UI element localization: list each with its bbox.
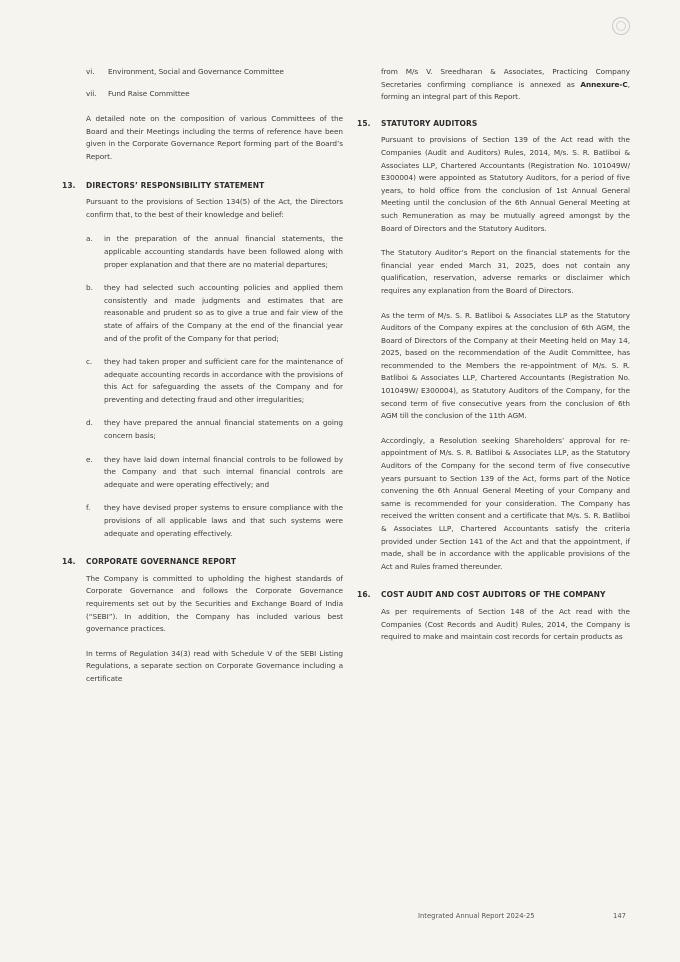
paragraph: The Company is committed to upholding the highest standards of Corporate Governance and follows the Corporate Governance requirements set out by the Securities and Exchange Board of India (“SEBI”). In addition, the Company has included various best governance practices.: [86, 573, 343, 634]
paragraph: Accordingly, a Resolution seeking Shareholders’ approval for re-appointment of M/s. S. R. Batliboi & Associates LLP, as the Statutory Auditors of the Company for the second term of five consecutive years pursuant to Section 139 of the Act, forms part of the Notice convening the 6th Annual General Meeting of your Company and same is recommended for your consideration. The Company has received the written consent and a certificate that M/s. S. R. Batliboi & Associates LLP, Chartered Accountants satisfy the criteria provided under Section 141 of the Act and that the appointment, if made, shall be in accordance with the applicable provisions of the Act and Rules framed thereunder.: [381, 435, 630, 571]
left-column: [62, 66, 343, 698]
annexure-reference: Annexure-C: [580, 79, 628, 89]
paragraph: In terms of Regulation 34(3) read with Schedule V of the SEBI Listing Regulations, a separate section on Corporate Governance including a certificate: [86, 648, 343, 683]
continued-paragraph: from M/s V. Sreedharan & Associates, Practicing Company Secretaries confirming compliance is annexed as Annexure-C, forming an integral part of this Report.: [381, 67, 630, 102]
corner-logo-icon: [612, 17, 630, 35]
list-item: b. they had selected such accounting policies and applied them consistently and made judgments and estimates that are reasonable and prudent so as to give a true and fair view of the state of affairs of the Company at the end of the financial year and of the profit of the Company for that period;: [86, 283, 343, 343]
section-heading: 16. COST AUDIT AND COST AUDITORS OF THE COMPANY: [357, 590, 606, 600]
list-item: c. they had taken proper and sufficient care for the maintenance of adequate accounting records in accordance with the provisions of this Act for safeguarding the assets of the Company and for preventing and detecting fraud and other irregularities;: [86, 357, 343, 404]
governance-note: A detailed note on the composition of various Committees of the Board and their Meetings including the terms of reference have been given in the Corporate Governance Report forming part of the Board’s Report.: [86, 114, 343, 161]
paragraph: As the term of M/s. S. R. Batliboi & Associates LLP as the Statutory Auditors of the Company expires at the conclusion of 6th AGM, the Board of Directors of the Company at their Meeting held on May 14, 2025, based on the recommendation of the Audit Committee, has recommended to the Members the re-appointment of M/s. S. R. Batliboi & Associates LLP, Chartered Accountants (Registration No. 101049W/ E300004), as Statutory Auditors of the Company, for the second term of five consecutive years from the conclusion of 6th AGM till the conclusion of the 11th AGM.: [381, 310, 630, 421]
list-item: d. they have prepared the annual financial statements on a going concern basis;: [86, 418, 343, 441]
section-intro: Pursuant to the provisions of Section 134(5) of the Act, the Directors confirm that, to the best of their knowledge and belief:: [86, 197, 343, 219]
page-number: 147: [613, 912, 626, 920]
report-title: Integrated Annual Report 2024-25: [418, 912, 535, 920]
list-item: f. they have devised proper systems to ensure compliance with the provisions of all applicable laws and that such systems were adequate and operating effectively.: [86, 503, 343, 538]
list-item: a. in the preparation of the annual financial statements, the applicable accounting standards have been followed along with proper explanation and that there are no material departures;: [86, 234, 343, 269]
section-heading: 15. STATUTORY AUDITORS: [357, 118, 478, 128]
section-heading: 13. DIRECTORS’ RESPONSIBILITY STATEMENT: [62, 180, 265, 190]
section-heading: 14. CORPORATE GOVERNANCE REPORT: [62, 557, 237, 567]
list-item: vi. Environment, Social and Governance Committee: [86, 67, 284, 76]
paragraph: Pursuant to provisions of Section 139 of the Act read with the Companies (Audit and Auditors) Rules, 2014, M/s. S. R. Batliboi & Associates LLP, Chartered Accountants (Registration No. 101049W/ E300004) were appointed as Statutory Auditors, for a period of five years, to hold office from the conclusion of 1st Annual General Meeting until the conclusion of the 6th Annual General Meeting at such Remuneration as may be mutually agreed amongst by the Board of Directors and the Statutory Auditors.: [381, 135, 630, 233]
list-item: vii. Fund Raise Committee: [86, 88, 190, 98]
list-item: e. they have laid down internal financial controls to be followed by the Company and that such internal financial controls are adequate and were operating effectively; and: [86, 454, 343, 489]
paragraph: As per requirements of Section 148 of the Act read with the Companies (Cost Records and Audit) Rules, 2014, the Company is required to make and maintain cost records for certain products as: [381, 606, 630, 642]
right-column: [357, 66, 630, 656]
paragraph: The Statutory Auditor’s Report on the financial statements for the financial year ended March 31, 2025, does not contain any qualification, reservation, adverse remarks or disclaimer which requires any explanation from the Board of Directors.: [381, 248, 630, 295]
